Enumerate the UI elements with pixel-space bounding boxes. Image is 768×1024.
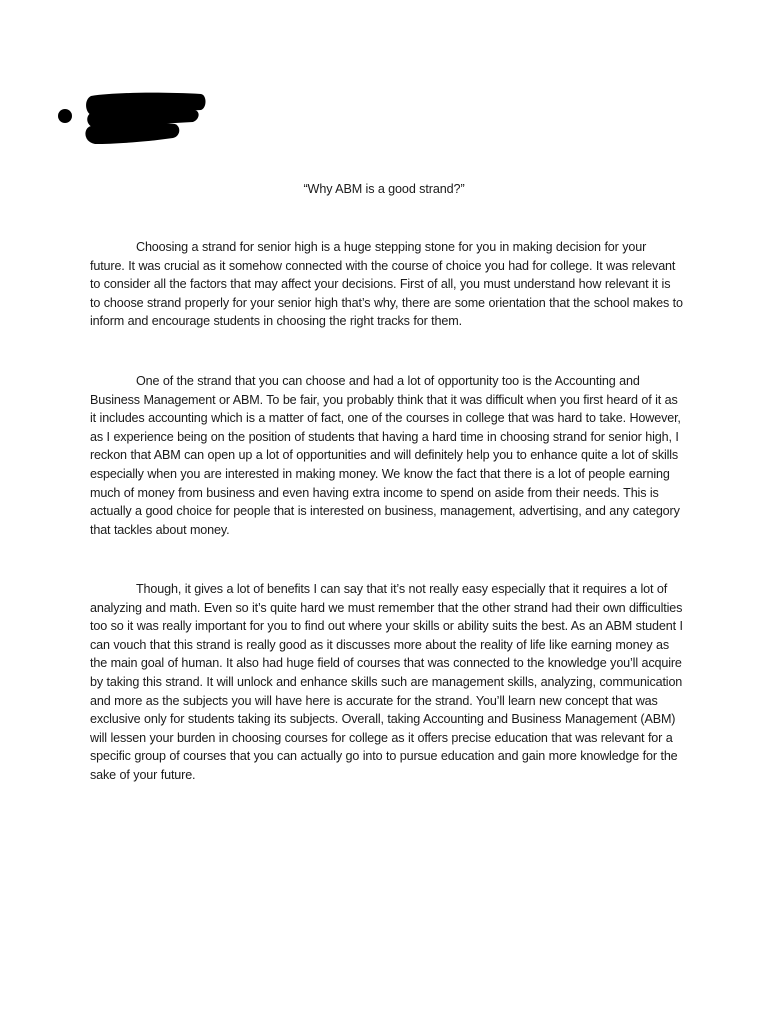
- paragraph-2: One of the strand that you can choose and had a lot of opportunity too is the Accounting and Business Management or ABM. To be fair, you probably think that it was difficult when you first heard of it as it includes accounting which is a matter of fact, one of the courses in college that was hard to take. However, as I experience being on the position of students that having a hard time in choosing strand for senior high, I reckon that ABM can open up a lot of opportunities and will definitely help you to enhance quite a lot of skills especially when you are interested in making money. We know the fact that there is a lot of people earning much of money from business and even having extra income to spend on aside from their needs. This is actually a good choice for people that is interested on business, management, advertising, and any category that tackles about money.: [90, 374, 681, 537]
- paragraph-1: Choosing a strand for senior high is a huge stepping stone for you in making decision for your future. It was crucial as it somehow connected with the course of choice you had for college. It was relevant to consider all the factors that may affect your decisions. First of all, you must understand how relevant it is to choose strand properly for your senior high that’s why, there are some orientation that the school makes to inform and encourage students in choosing the right tracks for them.: [90, 240, 683, 329]
- paragraph-3: Though, it gives a lot of benefits I can say that it’s not really easy especially that it requires a lot of analyzing and math. Even so it’s quite hard we must remember that the other strand had their own difficulties too so it was really important for you to find out where your skills or ability suits the best. As an ABM student I can vouch that this strand is really good as it discusses more about the reality of life like earning money as the main goal of human. It also had huge field of courses that was connected to the knowledge you’ll acquire by taking this strand. It will unlock and enhance skills such are management skills, analyzing, communication and more as the subjects you will have here is accurate for the strand. You’ll learn new concept that was exclusive only for students taking its subjects. Overall, taking Accounting and Business Management (ABM) will lessen your burden in choosing courses for college as it offers precise education that was relevant for a specific group of courses that you can actually go into to pursue education and gain more knowledge for the sake of your future.: [90, 582, 683, 782]
- redaction-stroke-bottom: [85, 123, 179, 144]
- redaction-marker-scribble: [55, 86, 215, 152]
- bullet-dot: [58, 109, 72, 123]
- document-title: “Why ABM is a good strand?”: [303, 182, 465, 196]
